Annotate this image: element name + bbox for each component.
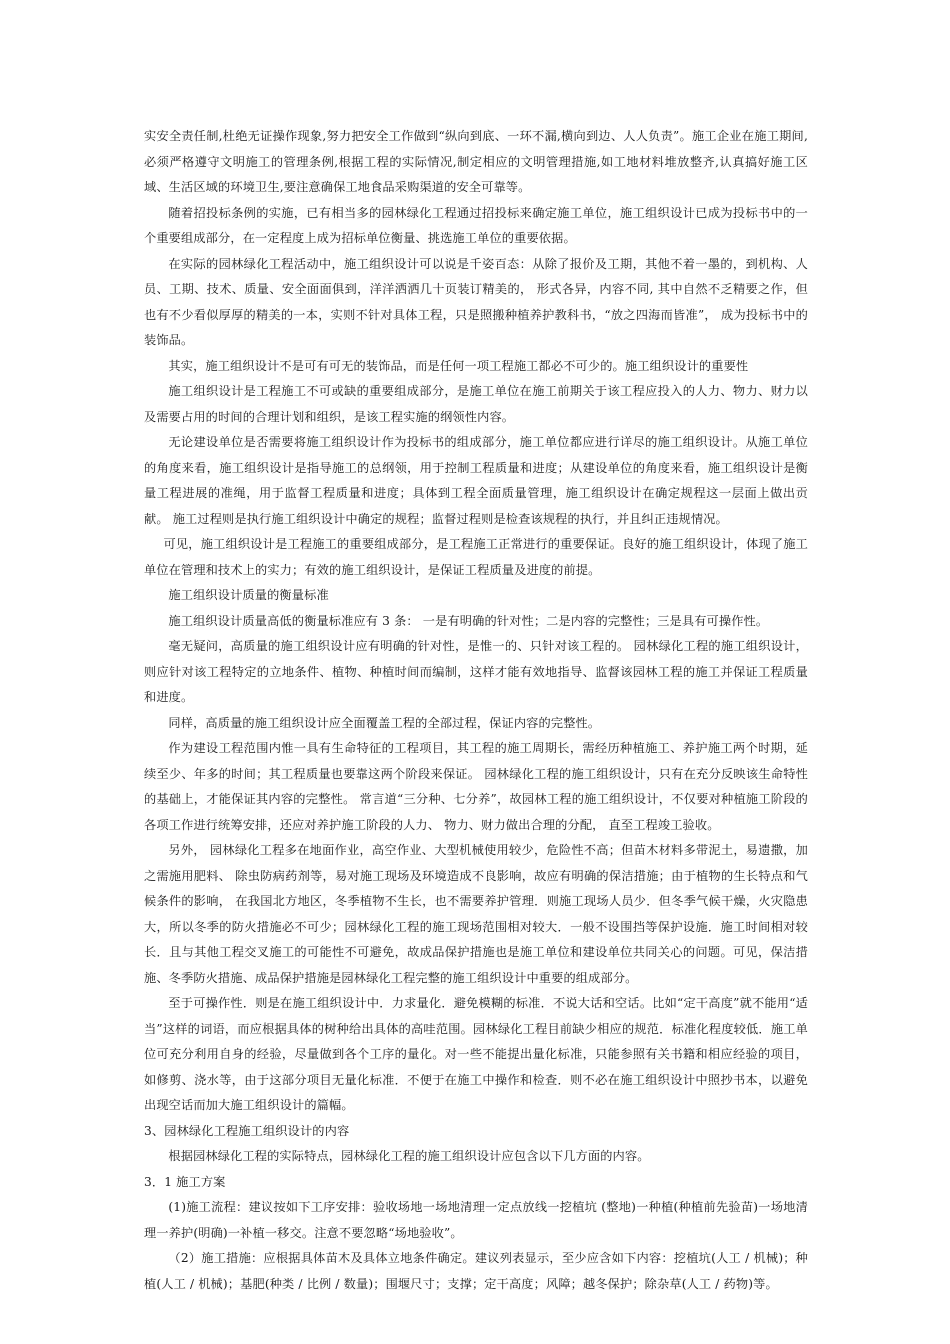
- paragraph-three-criteria: 施工组织设计质量高低的衡量标准应有 3 条： 一是有明确的针对性；二是内容的完整性；三是具有可操作性。: [168, 613, 769, 628]
- paragraph-targeted: 毫无疑问，高质量的施工组织设计应有明确的针对性，是惟一的、只针对该工程的。 园林绿化工程的施工组织设计， 则应针对该工程特定的立地条件、植物、种植时间而编制，这样才能有效地指导、监督该园林工程的施工并保证工程质量和进度。: [144, 639, 808, 704]
- paragraph-practical-activities: 在实际的园林绿化工程活动中，施工组织设计可以说是千姿百态：从除了报价及工期，其他不着一墨的，到机构、人员、工期、技术、质量、安全面面俱到，洋洋洒洒几十页装订精美的， 形式各异，内容不同, 其中自然不乏精要之作，但也有不少看似厚厚的精美的一本，实则不针对具体工程，只是照搬种植养护教科书，“放之四海而皆准”， 成为投标书中的装饰品。: [144, 256, 808, 347]
- paragraph-construction-unit-view: 无论建设单位是否需要将施工组织设计作为投标书的组成部分，施工单位都应进行详尽的施工组织设计。从施工单位的角度来看，施工组织设计是指导施工的总纲领，用于控制工程质量和进度；从建设单位的角度来看，施工组织设计是衡量工程进展的准绳，用于监督工程质量和进度；具体到工程全面质量管理，施工组织设计在确定规程这一层面上做出贡献。 施工过程则是执行施工组织设计中确定的规程；监督过程则是检查该规程的执行，并且纠正违规情况。: [144, 435, 808, 526]
- paragraph-importance-intro: 其实，施工组织设计不是可有可无的装饰品，而是任何一项工程施工都必不可少的。施工组织设计的重要性: [168, 358, 749, 373]
- document-page: [144, 124, 808, 1297]
- paragraph-living-project: 作为建设工程范围内惟一具有生命特征的工程项目，其工程的施工周期长，需经历种植施工、养护施工两个时期，延续至少、年多的时间；其工程质量也要靠这两个阶段来保证。 园林绿化工程的施工组织设计，只有在充分反映该生命特性的基础上，才能保证其内容的完整性。 常言道“三分种、七分养”，故园林工程的施工组织设计，不仅要对种植施工阶段的各项工作进行统筹安排，还应对养护施工阶段的人力、 物力、财力做出合理的分配， 直至工程竣工验收。: [144, 741, 808, 832]
- paragraph-conclusion-importance: 可见，施工组织设计是工程施工的重要组成部分，是工程施工正常进行的重要保证。良好的施工组织设计，体现了施工单位在管理和技术上的实力；有效的施工组织设计，是保证工程质量及进度的前提。: [144, 537, 808, 577]
- subsection-heading-construction-plan: 3．1 施工方案: [144, 1174, 226, 1189]
- paragraph-contents-intro: 根据园林绿化工程的实际特点，园林绿化工程的施工组织设计应包含以下几方面的内容。: [168, 1149, 650, 1163]
- paragraph-construction-process: (1)施工流程：建议按如下工序安排：验收场地一场地清理一定点放线一挖植坑 (整地)一种植(种植前先验苗)一场地清理一养护(明确)一补植一移交。注意不要忽略“场地验收”。: [144, 1200, 808, 1240]
- paragraph-ground-work: 另外， 园林绿化工程多在地面作业，高空作业、大型机械使用较少，危险性不高；但苗木材料多带泥土，易遗撒，加之需施用肥料、 除虫防病药剂等，易对施工现场及环境造成不良影响，故应有明确的保洁措施；由于植物的生长特点和气候条件的影响， 在我国北方地区，冬季植物不生长，也不需要养护管理．则施工现场人员少．但冬季气候干燥，火灾隐患大，所以冬季的防火措施必不可少；园林绿化工程的施工现场范围相对较大．一般不设围挡等保护设施．施工时间相对较长．且与其他工程交叉施工的可能性不可避免，故成品保护措施也是施工单位和建设单位共同关心的问题。可见，保洁措施、冬季防火措施、成品保护措施是园林绿化工程完整的施工组织设计中重要的组成部分。: [144, 843, 808, 985]
- paragraph-completeness: 同样，高质量的施工组织设计应全面覆盖工程的全部过程，保证内容的完整性。: [168, 715, 601, 730]
- paragraph-essential-component: 施工组织设计是工程施工不可或缺的重要组成部分，是施工单位在施工前期关于该工程应投入的人力、物力、财力以及需要占用的时间的合理计划和组织，是该工程实施的纲领性内容。: [144, 384, 808, 424]
- paragraph-safety-responsibility: 实安全责任制,杜绝无证操作现象,努力把安全工作做到“纵向到底、一环不漏,横向到边、人人负责”。施工企业在施工期间,必须严格遵守文明施工的管理条例,根据工程的实际情况,制定相应的文明管理措施,如工地材料堆放整齐,认真搞好施工区域、生活区域的环境卫生,要注意确保工地食品采购渠道的安全可靠等。: [144, 129, 808, 194]
- paragraph-operability: 至于可操作性．则是在施工组织设计中．力求量化．避免模糊的标准．不说大话和空话。比如“定干高度”就不能用“适当”这样的词语，而应根据具体的树种给出具体的高哇范围。园林绿化工程目前缺少相应的规范．标准化程度较低．施工单位可充分利用自身的经验，尽量做到各个工序的量化。对一些不能提出量化标准，只能参照有关书籍和相应经验的项目，如修剪、浇水等，由于这部分项目无量化标准．不便于在施工中操作和检查．则不必在施工组织设计中照抄书本，以避免出现空话而加大施工组织设计的篇幅。: [144, 996, 808, 1112]
- section-heading-contents: 3、园林绿化工程施工组织设计的内容: [144, 1123, 350, 1138]
- paragraph-bidding-regulations: 随着招投标条例的实施，已有相当多的园林绿化工程通过招投标来确定施工单位，施工组织设计已成为投标书中的一个重要组成部分，在一定程度上成为招标单位衡量、挑选施工单位的重要依据。: [144, 205, 808, 245]
- paragraph-construction-measures: （2）施工措施：应根据具体苗木及具体立地条件确定。建议列表显示，至少应含如下内容：挖植坑(人工 / 机械)；种植(人工 / 机械)；基肥(种类 / 比例 / 数量)；围堰尺寸；支撑；定干高度；风障；越冬保护；除杂草(人工 / 药物)等。: [144, 1251, 808, 1291]
- section-heading-quality-standard: 施工组织设计质量的衡量标准: [168, 588, 329, 602]
